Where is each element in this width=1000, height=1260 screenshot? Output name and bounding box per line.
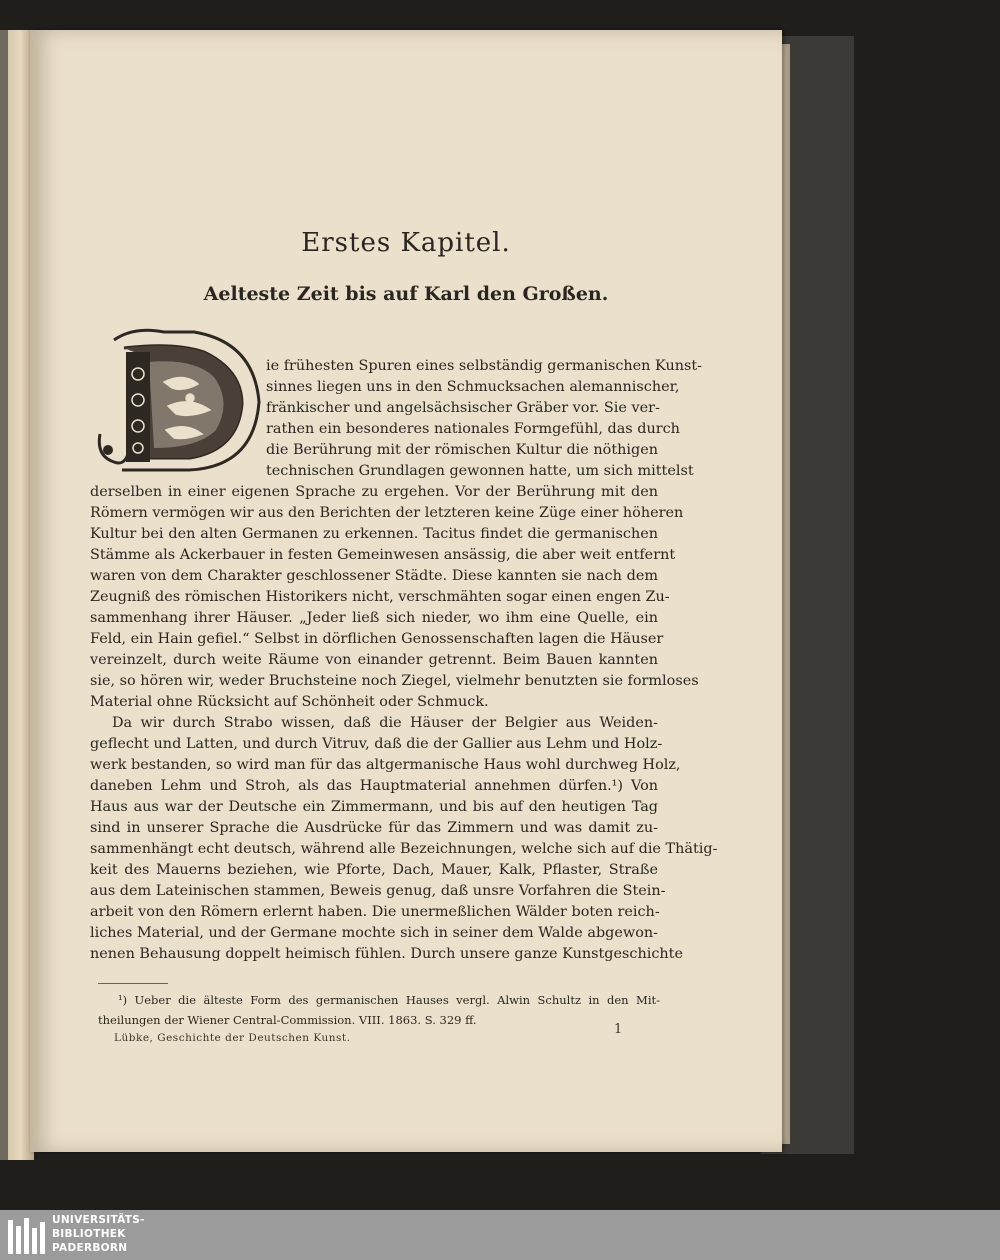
text-line: daneben Lehm und Stroh, als das Hauptmaterial annehmen dürfen.¹) Von (90, 778, 658, 794)
text-line: Material ohne Rücksicht auf Schönheit oder Schmuck. (90, 694, 489, 710)
text-line: fränkischer und angelsächsischer Gräber vor. Sie ver- (266, 400, 660, 416)
text-line: Kultur bei den alten Germanen zu erkennen. Tacitus findet die germanischen (90, 526, 658, 542)
body-text (90, 482, 718, 965)
text-line: vereinzelt, durch weite Räume von einander getrennt. Beim Bauen kannten (90, 652, 658, 668)
text-line: geflecht und Latten, und durch Vitruv, daß die der Gallier aus Lehm und Holz- (90, 736, 663, 752)
text-line: Zeugniß des römischen Historikers nicht, verschmähten sogar einen engen Zu- (90, 589, 670, 605)
text-line: Römern vermögen wir aus den Berichten der letzteren keine Züge einer höheren (90, 505, 684, 521)
chapter-title: Erstes Kapitel. (301, 228, 511, 258)
text-line: sind in unserer Sprache die Ausdrücke für das Zimmern und was damit zu- (90, 820, 658, 836)
text-line: liches Material, und der Germane mochte sich in seiner dem Walde abgewon- (90, 925, 658, 941)
page-number: 1 (614, 1022, 623, 1037)
library-name (52, 1213, 145, 1255)
signature-line: Lübke, Geschichte der Deutschen Kunst. (114, 1032, 351, 1044)
chapter-subtitle: Aelteste Zeit bis auf Karl den Großen. (203, 283, 609, 305)
text-line: sinnes liegen uns in den Schmucksachen alemannischer, (266, 379, 680, 395)
footnote-line: ¹) Ueber die älteste Form des germanischen Hauses vergl. Alwin Schultz in den Mit- (118, 993, 660, 1007)
text-line: aus dem Lateinischen stammen, Beweis genug, daß unsre Vorfahren die Stein- (90, 883, 666, 899)
text-line: sie, so hören wir, weder Bruchsteine noch Ziegel, vielmehr benutzten sie formloses (90, 673, 699, 689)
text-line: nenen Behausung doppelt heimisch fühlen. Durch unsere ganze Kunstgeschichte (90, 946, 683, 962)
text-line: Da wir durch Strabo wissen, daß die Häuser der Belgier aus Weiden- (112, 715, 658, 731)
text-line: die Berührung mit der römischen Kultur die nöthigen (266, 442, 658, 458)
text-line: technischen Grundlagen gewonnen hatte, um sich mittelst (266, 463, 694, 479)
text-line: ie frühesten Spuren eines selbständig germanischen Kunst- (266, 358, 703, 374)
library-name-line: UNIVERSITÄTS- (52, 1214, 145, 1226)
text-line: sammenhang ihrer Häuser. „Jeder ließ sich nieder, wo ihm eine Quelle, ein (90, 610, 658, 626)
text-line: arbeit von den Römern erlernt haben. Die unermeßlichen Wälder boten reich- (90, 904, 660, 920)
text-line: sammenhängt echt deutsch, während alle Bezeichnungen, welche sich auf die Thätig- (90, 841, 718, 857)
footnote (98, 990, 660, 1030)
library-name-line: BIBLIOTHEK (52, 1228, 126, 1240)
decorated-initial (94, 322, 264, 477)
binding-strip (0, 30, 8, 1160)
library-banner (0, 1210, 1000, 1260)
text-line: werk bestanden, so wird man für das altgermanische Haus wohl durchweg Holz, (90, 757, 681, 773)
footnote-rule (98, 983, 168, 984)
text-line: Stämme als Ackerbauer in festen Gemeinwesen ansässig, die aber weit entfernt (90, 547, 676, 563)
text-line: derselben in einer eigenen Sprache zu ergehen. Vor der Berührung mit den (90, 484, 658, 500)
text-line: waren von dem Charakter geschlossener Städte. Diese kannten sie nach dem (90, 568, 658, 584)
first-paragraph-opening (266, 356, 703, 482)
library-name-line: PADERBORN (52, 1242, 128, 1254)
text-line: rathen ein besonderes nationales Formgefühl, das durch (266, 421, 680, 437)
text-line: keit des Mauerns beziehen, wie Pforte, Dach, Mauer, Kalk, Pflaster, Straße (90, 862, 658, 878)
footnote-line: theilungen der Wiener Central-Commission. VIII. 1863. S. 329 ff. (98, 1013, 477, 1027)
library-logo-icon (6, 1214, 48, 1256)
text-line: Feld, ein Hain gefiel.“ Selbst in dörflichen Genossenschaften lagen die Häuser (90, 631, 664, 647)
book-page (30, 30, 782, 1152)
text-line: Haus aus war der Deutsche ein Zimmermann, und bis auf den heutigen Tag (90, 799, 658, 815)
